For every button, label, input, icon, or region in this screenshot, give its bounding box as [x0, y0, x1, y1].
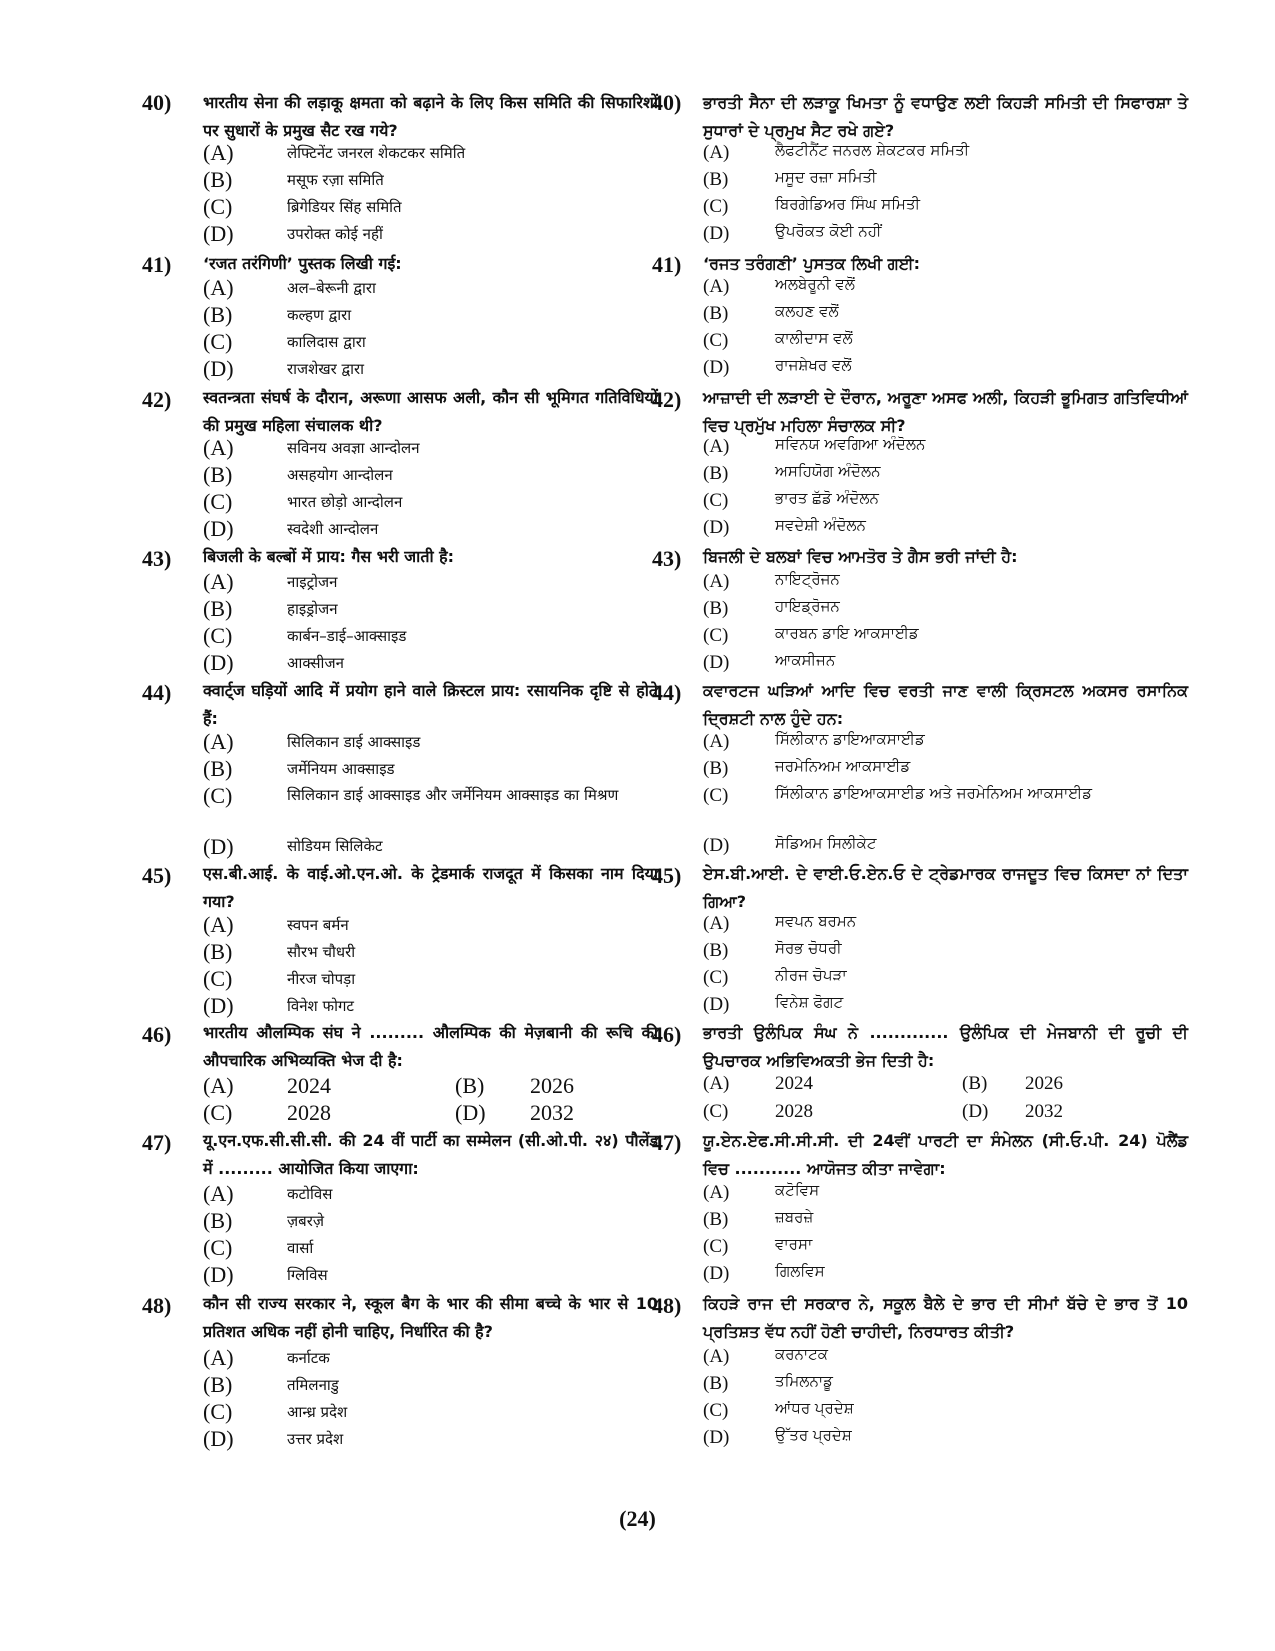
question-text-punjabi: ਬਿਜਲੀ ਦੇ ਬਲਬਾਂ ਵਿਚ ਆਮਤੋਰ ਤੇ ਗੈਸ ਭਰੀ ਜਾਂਦੀ ਹੈ:	[703, 547, 1018, 566]
option-label: (D)	[703, 357, 730, 378]
option-label: (A)	[703, 436, 730, 457]
option-text-hindi: भारत छोड़ो आन्दोलन	[287, 493, 403, 511]
option-label: (C)	[703, 196, 729, 217]
option-text-hindi: कर्नाटक	[287, 1349, 330, 1367]
option-text-hindi: 2028	[287, 1100, 331, 1125]
option-label: (A)	[203, 275, 234, 300]
option-label: (B)	[703, 1373, 729, 1394]
option-text-punjabi: ਸਿੱਲੀਕਾਨ ਡਾਇਆਕਸਾਈਡ ਅਤੇ ਜਰਮੇਨਿਅਮ ਆਕਸਾਈਡ	[775, 784, 1092, 802]
option-text-hindi: सविनय अवज्ञा आन्दोलन	[287, 439, 420, 457]
option-label: (C)	[703, 1101, 729, 1122]
question-text-punjabi: ਭਾਰਤੀ ਸੈਨਾ ਦੀ ਲੜਾਕੂ ਖਿਮਤਾ ਨੂੰ ਵਧਾਉਣ ਲਈ ਕਿਹੜੀ ਸਮਿਤੀ ਦੀ ਸਿਫਾਰਸ਼ਾ ਤੇ ਸੁਧਾਰਾਂ ਦੇ ਪ੍ਰਮੁਖ ਸੈਟ ਰਖੇ ਗਏ?	[703, 93, 1188, 140]
option-label: (A)	[703, 571, 730, 592]
option-label: (A)	[203, 1181, 234, 1206]
option-label: (A)	[203, 435, 234, 460]
question-number-hindi: 42)	[142, 387, 172, 412]
option-label: (B)	[703, 940, 729, 961]
option-text-hindi: तमिलनाडु	[287, 1376, 339, 1394]
option-label: (D)	[203, 356, 234, 381]
option-label: (A)	[203, 1345, 234, 1370]
option-label: (A)	[703, 1182, 730, 1203]
option-text-punjabi: ਜ਼ਬਰਜ਼ੇ	[775, 1208, 814, 1226]
option-label: (D)	[203, 650, 234, 675]
option-label: (C)	[203, 623, 233, 648]
option-label: (A)	[703, 731, 730, 752]
option-text-punjabi: ਵਾਰਸਾ	[775, 1235, 813, 1253]
option-text-hindi: राजशेखर द्वारा	[287, 360, 365, 378]
option-label: (D)	[703, 223, 730, 244]
option-label: (A)	[203, 1073, 234, 1098]
question-number-punjabi: 48)	[652, 1293, 682, 1318]
option-label: (A)	[203, 569, 234, 594]
option-label: (B)	[203, 462, 233, 487]
option-text-punjabi: ਸੋਰਭ ਚੋਧਰੀ	[775, 939, 842, 957]
option-text-hindi: ब्रिगेडियर सिंह समिति	[287, 198, 402, 216]
option-text-hindi: जर्मेनियम आक्साइड	[287, 760, 395, 778]
option-label: (C)	[703, 1236, 729, 1257]
option-label: (D)	[703, 652, 730, 673]
option-label: (B)	[203, 939, 233, 964]
option-label: (B)	[203, 302, 233, 327]
option-text-hindi: असहयोग आन्दोलन	[287, 466, 393, 484]
option-text-punjabi: ਅਲਬੇਰੂਨੀ ਵਲੋਂ	[775, 275, 855, 293]
question-number-hindi: 40)	[142, 90, 172, 115]
option-text-punjabi: 2024	[775, 1073, 813, 1094]
option-text-punjabi: 2026	[1025, 1073, 1063, 1094]
option-text-hindi: सिलिकान डाई आक्साइड	[287, 733, 421, 751]
question-text-punjabi: ‘ਰਜਤ ਤਰੰਗਣੀ’ ਪੁਸਤਕ ਲਿਖੀ ਗਈ:	[703, 254, 921, 273]
option-label: (B)	[703, 1209, 729, 1230]
option-text-hindi: हाइड्रोजन	[287, 600, 338, 618]
option-text-hindi: आक्सीजन	[287, 654, 344, 672]
option-text-punjabi: ਗਿਲਵਿਸ	[775, 1262, 825, 1280]
question-text-hindi: ‘रजत तरंगिणी’ पुस्तक लिखी गई:	[203, 254, 402, 273]
question-text-punjabi: ਭਾਰਤੀ ਉਲੰਪਿਕ ਸੰਘ ਨੇ ............. ਉਲੰਪਿਕ ਦੀ ਮੇਜਬਾਨੀ ਦੀ ਰੂਚੀ ਦੀ ਉਪਚਾਰਕ ਅਭਿਵਿਅਕਤੀ ਭੇਜ ਦਿਤੀ ਹੈ:	[703, 1023, 1188, 1070]
option-text-punjabi: ਅਸਹਿਯੋਗ ਅੰਦੋਲਨ	[775, 462, 881, 480]
option-label: (B)	[203, 756, 233, 781]
question-number-punjabi: 42)	[652, 387, 682, 412]
option-text-hindi: मसूफ रज़ा समिति	[287, 171, 384, 189]
question-text-punjabi: ਯੂ.ਏਨ.ਏਫ.ਸੀ.ਸੀ.ਸੀ. ਦੀ 24ਵੀਂ ਪਾਰਟੀ ਦਾ ਸੰਮੇਲਨ (ਸੀ.ਓ.ਪੀ. 24) ਪੋਲੈਂਡ ਵਿਚ ........... ਆਯੋਜਤ ਕੀਤਾ ਜਾਵੇਗਾ:	[703, 1131, 1188, 1178]
option-label: (D)	[203, 1426, 234, 1451]
option-label: (A)	[703, 276, 730, 297]
option-label: (A)	[703, 1346, 730, 1367]
option-label: (D)	[703, 1263, 730, 1284]
option-text-punjabi: ਤਮਿਲਨਾਡੂ	[775, 1372, 833, 1390]
question-number-punjabi: 41)	[652, 252, 682, 277]
option-label: (C)	[203, 966, 233, 991]
option-text-hindi: ज़बरज़े	[287, 1212, 324, 1230]
option-label: (B)	[703, 758, 729, 779]
option-label: (C)	[703, 967, 729, 988]
question-number-punjabi: 47)	[652, 1130, 682, 1155]
option-text-punjabi: 2032	[1025, 1101, 1063, 1122]
option-label: (D)	[203, 221, 234, 246]
option-text-hindi: वार्सा	[287, 1239, 314, 1257]
question-text-punjabi: ਆਜ਼ਾਦੀ ਦੀ ਲੜਾਈ ਦੇ ਦੌਰਾਨ, ਅਰੂਣਾ ਅਸਫ ਅਲੀ, ਕਿਹੜੀ ਭੂਮਿਗਤ ਗਤਿਵਿਧੀਆਂ ਵਿਚ ਪ੍ਰਮੁੱਖ ਮਹਿਲਾ ਸੰਚਾਲਕ ਸੀ?	[703, 388, 1188, 435]
question-number-hindi: 48)	[142, 1293, 172, 1318]
option-text-punjabi: ਸੋਡਿਅਮ ਸਿਲੀਕੇਟ	[775, 834, 877, 852]
option-label: (A)	[703, 142, 730, 163]
option-label: (B)	[703, 598, 729, 619]
question-text-hindi: एस.बी.आई. के वाई.ओ.एन.ओ. के ट्रेडमार्क राजदूत में किसका नाम दिया गया?	[203, 864, 658, 911]
option-text-hindi: अल–बेरूनी द्वारा	[287, 279, 376, 297]
option-text-hindi: ग्लिविस	[287, 1266, 328, 1284]
question-number-hindi: 45)	[142, 863, 172, 888]
option-text-punjabi: ਬਿਰਗੇਡਿਅਰ ਸਿੰਘ ਸਮਿਤੀ	[775, 195, 921, 213]
question-text-punjabi: ਏਸ.ਬੀ.ਆਈ. ਦੇ ਵਾਈ.ਓ.ਏਨ.ਓ ਦੇ ਟ੍ਰੇਡਮਾਰਕ ਰਾਜਦੂਤ ਵਿਚ ਕਿਸਦਾ ਨਾਂ ਦਿਤਾ ਗਿਆ?	[703, 864, 1188, 911]
question-text-hindi: कौन सी राज्य सरकार ने, स्कूल बैग के भार की सीमा बच्चे के भार से 10 प्रतिशत अधिक नहीं होनी चाहिए, निर्धारित की है?	[203, 1294, 658, 1341]
option-label: (D)	[703, 1427, 730, 1448]
option-text-punjabi: ਆਂਧਰ ਪ੍ਰਦੇਸ਼	[775, 1399, 854, 1417]
option-text-punjabi: 2028	[775, 1101, 813, 1122]
question-text-hindi: बिजली के बल्बों में प्राय: गैस भरी जाती है:	[203, 547, 455, 566]
question-number-hindi: 41)	[142, 252, 172, 277]
question-number-punjabi: 44)	[652, 680, 682, 705]
option-label: (D)	[455, 1100, 486, 1125]
option-text-hindi: लेफ्टिनेंट जनरल शेकटकर समिति	[287, 144, 466, 162]
option-text-hindi: स्वपन बर्मन	[287, 916, 349, 934]
option-text-hindi: स्वदेशी आन्दोलन	[287, 520, 379, 538]
question-number-punjabi: 46)	[652, 1022, 682, 1047]
option-label: (B)	[703, 303, 729, 324]
option-label: (B)	[203, 596, 233, 621]
option-label: (C)	[203, 329, 233, 354]
option-text-hindi: उत्तर प्रदेश	[287, 1430, 344, 1448]
question-number-hindi: 44)	[142, 680, 172, 705]
question-number-hindi: 47)	[142, 1130, 172, 1155]
option-text-hindi: कालिदास द्वारा	[287, 333, 366, 351]
question-text-punjabi: ਕਿਹੜੇ ਰਾਜ ਦੀ ਸਰਕਾਰ ਨੇ, ਸਕੂਲ ਬੈਲੇ ਦੇ ਭਾਰ ਦੀ ਸੀਮਾਂ ਬੱਚੇ ਦੇ ਭਾਰ ਤੋਂ 10 ਪ੍ਰਤਿਸ਼ਤ ਵੱਧ ਨਹੀਂ ਹੋਣੀ ਚਾਹੀਦੀ, ਨਿਰਧਾਰਤ ਕੀਤੀ?	[703, 1294, 1188, 1341]
question-number-punjabi: 43)	[652, 546, 682, 571]
option-text-punjabi: ਵਿਨੇਸ਼ ਫੋਗਟ	[775, 993, 844, 1011]
option-label: (D)	[203, 834, 234, 859]
question-number-hindi: 43)	[142, 546, 172, 571]
option-text-punjabi: ਰਾਜਸ਼ੇਖਰ ਵਲੋਂ	[775, 356, 852, 374]
option-label: (C)	[203, 489, 233, 514]
option-text-punjabi: ਕਾਲੀਦਾਸ ਵਲੋਂ	[775, 329, 853, 347]
option-text-punjabi: ਉੱਤਰ ਪ੍ਰਦੇਸ਼	[775, 1426, 852, 1444]
option-label: (C)	[703, 330, 729, 351]
option-text-punjabi: ਕਲਹਣ ਵਲੋਂ	[775, 302, 839, 320]
option-label: (B)	[203, 1208, 233, 1233]
option-text-punjabi: ਮਸੂਦ ਰਜ਼ਾ ਸਮਿਤੀ	[775, 168, 877, 186]
option-text-hindi: कल्हण द्वारा	[287, 306, 352, 324]
option-text-hindi: कार्बन–डाई–आक्साइड	[287, 627, 407, 645]
option-label: (C)	[203, 1399, 233, 1424]
option-label: (D)	[203, 516, 234, 541]
option-text-punjabi: ਸਵਿਨਯ ਅਵਗਿਆ ਅੰਦੋਲਨ	[775, 435, 926, 453]
question-text-punjabi: ਕਵਾਰਟਜ ਘੜਿਆਂ ਆਦਿ ਵਿਚ ਵਰਤੀ ਜਾਣ ਵਾਲੀ ਕ੍ਰਿਸਟਲ ਅਕਸਰ ਰਸਾਨਿਕ ਦ੍ਰਿਸ਼ਟੀ ਨਾਲ ਹੁੰਦੇ ਹਨ:	[703, 681, 1188, 728]
option-label: (C)	[703, 490, 729, 511]
question-text-hindi: क्वार्ट्ज घड़ियों आदि में प्रयोग हाने वाले क्रिस्टल प्राय: रसायनिक दृष्टि से होते हैं:	[203, 681, 658, 728]
option-text-hindi: सिलिकान डाई आक्साइड और जर्मेनियम आक्साइड का मिश्रण	[287, 786, 619, 804]
question-text-hindi: यू.एन.एफ.सी.सी.सी. की 24 वीं पार्टी का सम्मेलन (सी.ओ.पी. २४) पौलेंड में ......... आयोजित किया जाएगा:	[203, 1131, 658, 1178]
option-text-punjabi: ਭਾਰਤ ਛੱਡੋ ਅੰਦੋਲਨ	[775, 489, 879, 507]
option-text-punjabi: ਸਵਪਨ ਬਰਮਨ	[775, 912, 857, 930]
option-text-punjabi: ਸਿੱਲੀਕਾਨ ਡਾਇਆਕਸਾਈਡ	[775, 730, 925, 748]
option-label: (B)	[455, 1073, 485, 1098]
option-label: (C)	[703, 785, 729, 806]
option-text-punjabi: ਸਵਦੇਸ਼ੀ ਅੰਦੋਲਨ	[775, 516, 866, 534]
option-label: (B)	[962, 1073, 988, 1094]
option-text-hindi: कटोविस	[287, 1185, 333, 1203]
option-label: (A)	[703, 913, 730, 934]
option-text-hindi: 2024	[287, 1073, 331, 1098]
option-label: (D)	[962, 1101, 989, 1122]
question-number-punjabi: 45)	[652, 863, 682, 888]
option-text-hindi: सोडियम सिलिकेट	[287, 837, 383, 855]
option-label: (C)	[703, 625, 729, 646]
option-text-hindi: आन्ध्र प्रदेश	[287, 1403, 348, 1421]
option-text-hindi: 2026	[530, 1073, 574, 1098]
page-number: (24)	[619, 1506, 656, 1531]
option-label: (C)	[203, 1100, 233, 1125]
option-text-punjabi: ਕਾਰਬਨ ਡਾਇ ਆਕਸਾਈਡ	[775, 624, 919, 642]
option-label: (B)	[703, 463, 729, 484]
option-label: (B)	[203, 167, 233, 192]
option-text-hindi: नीरज चोपड़ा	[287, 970, 356, 988]
question-number-hindi: 46)	[142, 1022, 172, 1047]
option-label: (A)	[703, 1073, 730, 1094]
question-text-hindi: भारतीय सेना की लड़ाकू क्षमता को बढ़ाने के लिए किस समिति की सिफारिशों पर सुधारों के प्रमुख सैट रख गये?	[203, 93, 658, 140]
option-text-punjabi: ਲੈਫਟੀਨੈਂਟ ਜਨਰਲ ਸ਼ੇਕਟਕਰ ਸਮਿਤੀ	[775, 141, 970, 159]
option-label: (D)	[203, 1262, 234, 1287]
option-label: (B)	[703, 169, 729, 190]
option-label: (C)	[203, 194, 233, 219]
option-label: (D)	[203, 993, 234, 1018]
option-label: (D)	[703, 994, 730, 1015]
option-label: (C)	[703, 1400, 729, 1421]
option-text-hindi: उपरोक्त कोई नहीं	[287, 225, 383, 243]
option-text-punjabi: ਆਕਸੀਜਨ	[775, 651, 836, 669]
option-text-punjabi: ਨਾਇਟ੍ਰੋਜਨ	[775, 570, 840, 588]
option-label: (D)	[703, 517, 730, 538]
option-text-punjabi: ਜਰਮੇਨਿਅਮ ਆਕਸਾਈਡ	[775, 757, 911, 775]
option-label: (A)	[203, 140, 234, 165]
option-label: (D)	[703, 835, 730, 856]
option-text-punjabi: ਉਪਰੋਕਤ ਕੋਈ ਨਹੀਂ	[775, 222, 882, 240]
option-label: (C)	[203, 1235, 233, 1260]
option-text-hindi: सौरभ चौधरी	[287, 943, 356, 961]
option-label: (C)	[203, 783, 233, 808]
question-number-punjabi: 40)	[652, 90, 682, 115]
option-text-punjabi: ਹਾਇਡ੍ਰੋਜਨ	[775, 597, 840, 615]
option-label: (A)	[203, 912, 234, 937]
option-text-punjabi: ਨੀਰਜ ਚੋਪੜਾ	[775, 966, 847, 984]
option-text-hindi: विनेश फोगट	[287, 997, 354, 1015]
question-text-hindi: स्वतन्त्रता संघर्ष के दौरान, अरूणा आसफ अली, कौन सी भूमिगत गतिविधियों की प्रमुख महिला संचालक थी?	[203, 388, 658, 435]
option-label: (A)	[203, 729, 234, 754]
option-label: (B)	[203, 1372, 233, 1397]
question-text-hindi: भारतीय औलम्पिक संघ ने ......... औलम्पिक की मेज़बानी की रूचि की औपचारिक अभिव्यक्ति भेज दी है:	[203, 1023, 658, 1070]
option-text-punjabi: ਕਰਨਾਟਕ	[775, 1345, 829, 1363]
option-text-hindi: 2032	[530, 1100, 574, 1125]
option-text-hindi: नाइट्रोजन	[287, 573, 338, 591]
option-text-punjabi: ਕਟੋਵਿਸ	[775, 1181, 820, 1199]
